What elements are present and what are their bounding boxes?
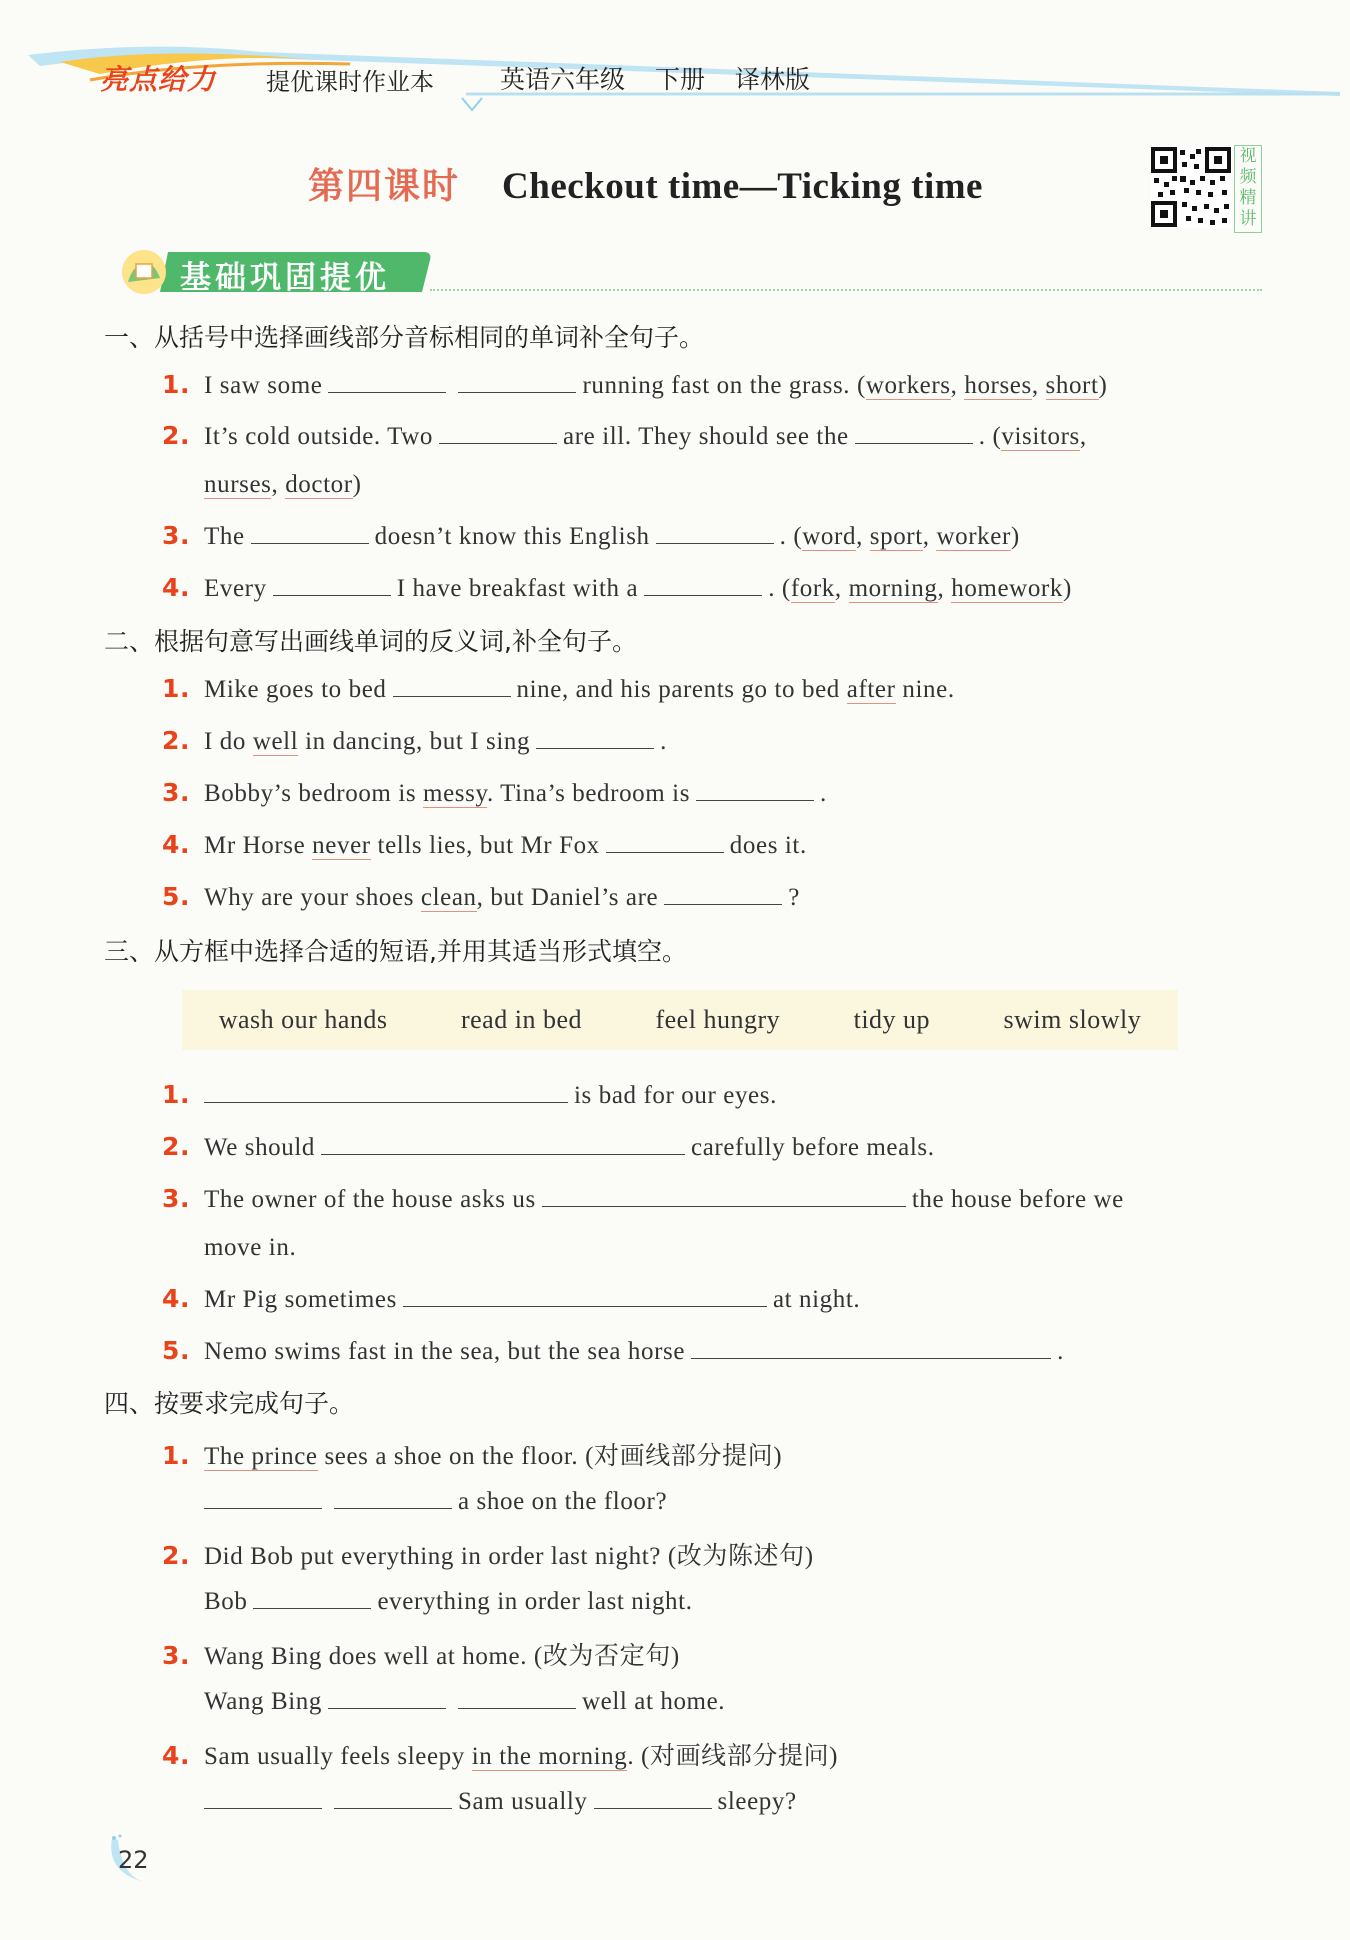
part1-question-2: 2. It’s cold outside. Two are ill. They should see the . (visitors, (162, 421, 1087, 450)
answer-blank[interactable] (644, 573, 762, 596)
part3-question-2: 2. We should carefully before meals. (162, 1132, 935, 1161)
question-number: 5. (162, 1336, 191, 1365)
question-number: 1. (162, 370, 191, 399)
part4-answer-3: Wang Bing well at home. (204, 1688, 726, 1715)
part2-question-5: 5. Why are your shoes clean, but Daniel’s are ? (162, 882, 800, 911)
answer-blank[interactable] (536, 726, 654, 749)
part1-question-2-cont: nurses, doctor) (204, 471, 362, 498)
answer-blank[interactable] (273, 573, 391, 596)
part1-question-3: 3. The doesn’t know this English . (word, sport, worker) (162, 521, 1020, 550)
answer-blank[interactable] (664, 882, 782, 905)
answer-blank[interactable] (334, 1786, 452, 1809)
qr-code-icon[interactable] (1150, 146, 1232, 228)
answer-blank[interactable] (606, 830, 724, 853)
answer-blank[interactable] (328, 1686, 446, 1709)
part2-question-2: 2. I do well in dancing, but I sing . (162, 726, 667, 755)
answer-blank[interactable] (328, 370, 446, 393)
lesson-number: 第四课时 (308, 165, 461, 207)
answer-blank[interactable] (439, 421, 557, 444)
part4-answer-4: Sam usually sleepy? (204, 1786, 797, 1816)
answer-blank[interactable] (204, 1080, 568, 1103)
answer-blank[interactable] (334, 1486, 452, 1509)
book-info (500, 60, 840, 96)
book-volume: 下册 (655, 65, 706, 94)
answer-blank[interactable] (251, 521, 369, 544)
book-edition: 译林版 (735, 65, 811, 94)
part4-answer-1: a shoe on the floor? (204, 1486, 667, 1516)
part1-question-4: 4. Every I have breakfast with a . (fork, morning, homework) (162, 573, 1072, 602)
question-number: 2. (162, 421, 191, 450)
part3-question-4: 4. Mr Pig sometimes at night. (162, 1284, 861, 1313)
answer-blank[interactable] (458, 370, 576, 393)
part4-question-2: 2. Did Bob put everything in order last night? (改为陈述句) (162, 1541, 814, 1570)
answer-blank[interactable] (253, 1586, 371, 1609)
book-grade: 英语六年级 (500, 65, 626, 94)
part3-question-5: 5. Nemo swims fast in the sea, but the sea horse . (162, 1336, 1064, 1365)
question-number: 2. (162, 726, 191, 755)
question-number: 3. (162, 521, 191, 550)
part1-heading: 一、从括号中选择画线部分音标相同的单词补全句子。 (104, 323, 705, 352)
part2-question-1: 1. Mike goes to bed nine, and his parents go to bed after nine. (162, 674, 955, 703)
answer-blank[interactable] (542, 1184, 906, 1207)
phrase-item: swim slowly (1003, 1005, 1142, 1034)
phrase-item: read in bed (460, 1005, 582, 1034)
answer-blank[interactable] (855, 421, 973, 444)
phrase-item: tidy up (853, 1005, 931, 1034)
video-label: 视频精讲 (1234, 145, 1262, 233)
question-number: 2. (162, 1541, 191, 1570)
question-number: 1. (162, 674, 191, 703)
question-number: 4. (162, 573, 191, 602)
part3-heading: 三、从方框中选择合适的短语,并用其适当形式填空。 (104, 937, 687, 966)
question-number: 3. (162, 1641, 191, 1670)
page-title (308, 158, 983, 208)
part4-question-3: 3. Wang Bing does well at home. (改为否定句) (162, 1641, 680, 1670)
question-number: 4. (162, 1741, 191, 1770)
answer-blank[interactable] (656, 521, 774, 544)
answer-blank[interactable] (204, 1486, 322, 1509)
part3-question-3-cont: move in. (204, 1234, 297, 1261)
part4-question-1: 1. The prince sees a shoe on the floor. (对画线部分提问) (162, 1441, 783, 1470)
answer-blank[interactable] (321, 1132, 685, 1155)
section-banner-title: 基础巩固提优 (180, 260, 390, 296)
answer-blank[interactable] (696, 778, 814, 801)
part3-question-1: 1. is bad for our eyes. (162, 1080, 777, 1109)
question-number: 1. (162, 1441, 191, 1470)
answer-blank[interactable] (691, 1336, 1051, 1359)
phrase-item: wash our hands (218, 1005, 388, 1034)
divider (430, 289, 1262, 291)
question-number: 4. (162, 830, 191, 859)
question-number: 2. (162, 1132, 191, 1161)
lesson-title: Checkout time—Ticking time (502, 166, 983, 207)
question-number: 3. (162, 1184, 191, 1213)
answer-blank[interactable] (403, 1284, 767, 1307)
answer-blank[interactable] (393, 674, 511, 697)
part3-question-3: 3. The owner of the house asks us the house before we (162, 1184, 1124, 1213)
question-number: 1. (162, 1080, 191, 1109)
part4-answer-2: Bob everything in order last night. (204, 1588, 693, 1615)
part1-question-1: 1. I saw some running fast on the grass. (workers, horses, short) (162, 370, 1108, 399)
phrase-box (182, 990, 1178, 1050)
phrase-item: feel hungry (655, 1005, 781, 1034)
question-number: 4. (162, 1284, 191, 1313)
part2-question-4: 4. Mr Horse never tells lies, but Mr Fox does it. (162, 830, 807, 859)
answer-blank[interactable] (458, 1686, 576, 1709)
part4-heading: 四、按要求完成句子。 (104, 1389, 355, 1418)
answer-blank[interactable] (204, 1786, 322, 1809)
brand-logo: 亮点给力 (100, 63, 217, 96)
part2-heading: 二、根据句意写出画线单词的反义词,补全句子。 (104, 627, 637, 656)
page-number: 22 (118, 1846, 149, 1874)
question-number: 5. (162, 882, 191, 911)
answer-blank[interactable] (594, 1786, 712, 1809)
brand-subtitle: 提优课时作业本 (266, 68, 434, 96)
question-number: 3. (162, 778, 191, 807)
part2-question-3: 3. Bobby’s bedroom is messy. Tina’s bedroom is . (162, 778, 827, 807)
part4-question-4: 4. Sam usually feels sleepy in the morning. (对画线部分提问) (162, 1741, 839, 1770)
